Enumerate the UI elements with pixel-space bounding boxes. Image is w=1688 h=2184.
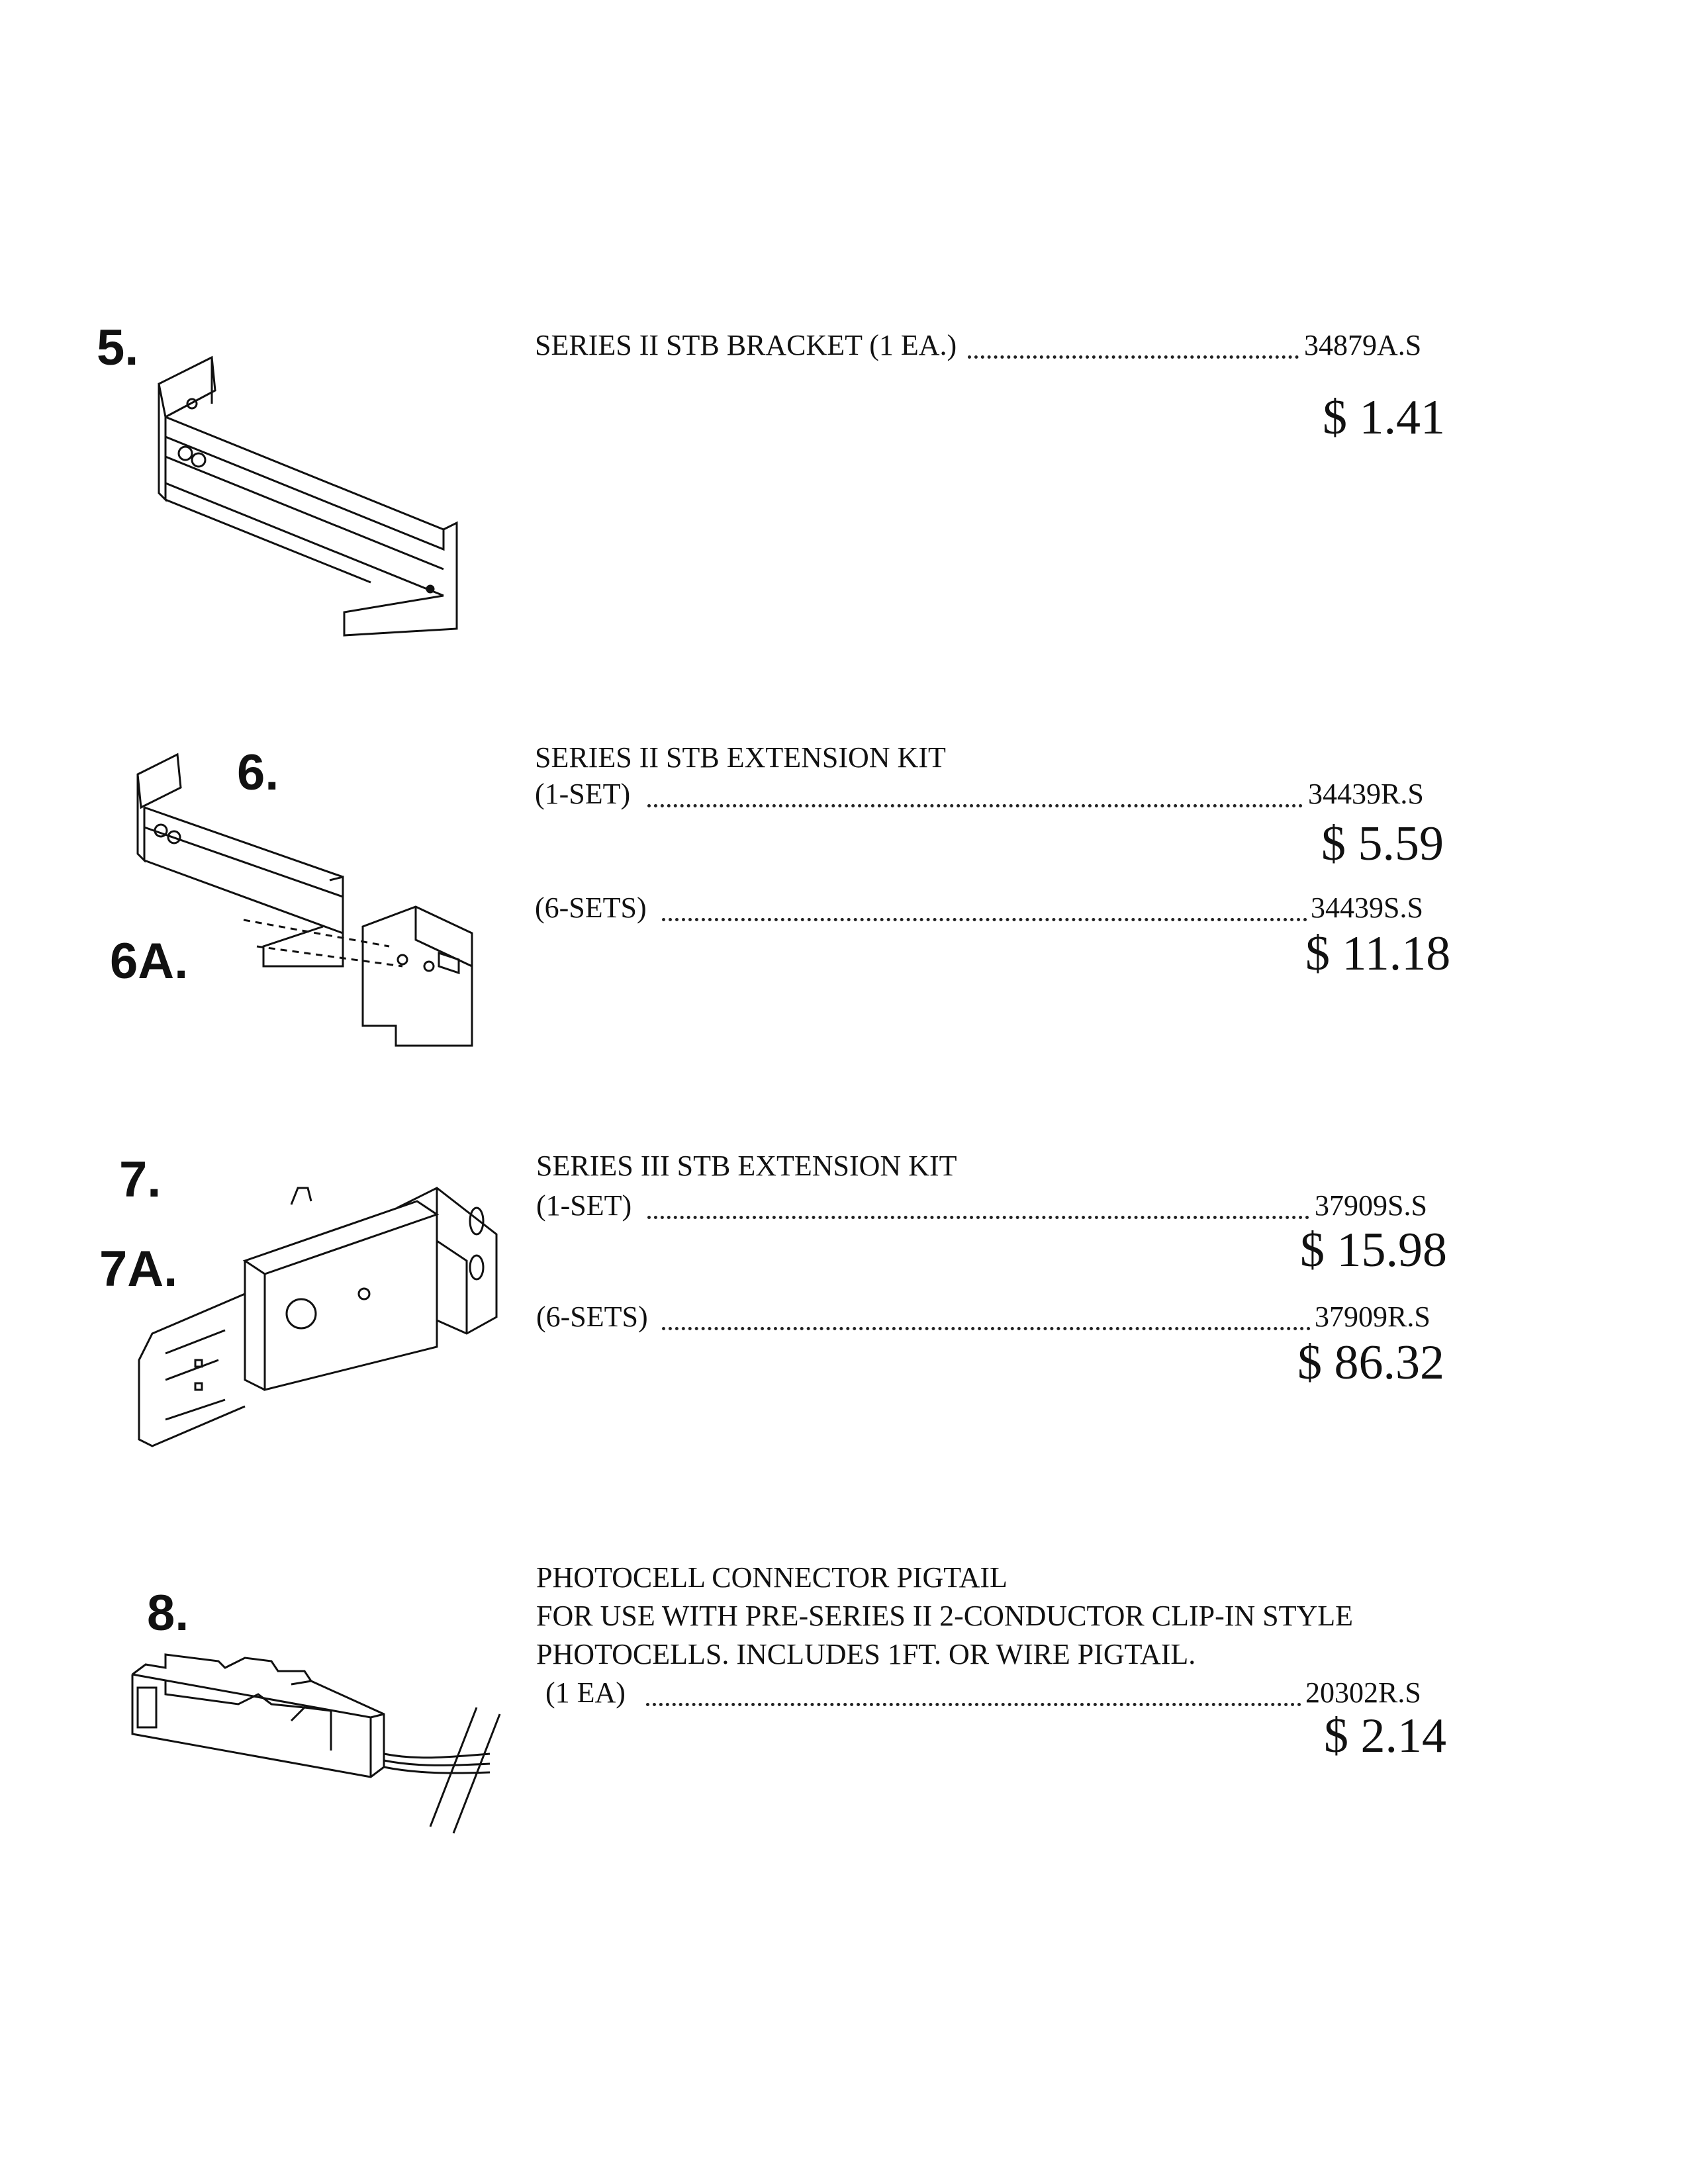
item-6-line-2-price: $ 11.18 <box>1305 927 1451 981</box>
item-8-title-line-3: PHOTOCELLS. INCLUDES 1FT. OR WIRE PIGTAIL. <box>536 1638 1196 1670</box>
item-number-6a: 6A. <box>110 933 189 989</box>
stb-bracket-illustration <box>152 351 463 642</box>
item-7-line-1-dot-leader <box>647 1216 1309 1219</box>
item-5-price: $ 1.41 <box>1323 390 1445 445</box>
item-6-line-1-label: (1-SET) <box>535 778 631 810</box>
item-8-line-1-label: (1 EA) <box>545 1676 626 1709</box>
item-8-title-line-2: FOR USE WITH PRE-SERIES II 2-CONDUCTOR CLIP-IN STYLE <box>536 1600 1354 1632</box>
item-7-line-1-part-number: 37909S.S <box>1315 1189 1427 1222</box>
item-6-line-1-price: $ 5.59 <box>1321 817 1444 871</box>
item-number-5: 5. <box>97 320 139 376</box>
item-number-7: 7. <box>119 1152 162 1208</box>
item-6-line-2-dot-leader <box>662 918 1307 921</box>
item-6-line-1-dot-leader <box>647 804 1303 807</box>
item-7-line-2-dot-leader <box>662 1327 1311 1330</box>
item-6-line-2-part-number: 34439S.S <box>1311 891 1423 924</box>
item-7-line-2-price: $ 86.32 <box>1297 1336 1444 1390</box>
item-8-line-1-dot-leader <box>646 1703 1301 1706</box>
item-8-line-1-price: $ 2.14 <box>1324 1709 1446 1763</box>
item-7-line-2-part-number: 37909R.S <box>1315 1300 1430 1333</box>
item-number-8: 8. <box>147 1585 189 1641</box>
item-7-line-2-label: (6-SETS) <box>536 1300 648 1333</box>
item-number-7a: 7A. <box>99 1241 178 1297</box>
item-6-line-1-part-number: 34439R.S <box>1308 778 1424 810</box>
item-7-line-1-price: $ 15.98 <box>1300 1223 1447 1277</box>
photocell-connector-pigtail-illustration <box>106 1641 516 1840</box>
item-5-label: SERIES II STB BRACKET (1 EA.) <box>535 329 957 361</box>
item-5-part-number: 34879A.S <box>1304 329 1422 361</box>
item-5-dot-leader <box>968 355 1299 359</box>
item-8-line-1-part-number: 20302R.S <box>1305 1676 1421 1709</box>
item-6-line-2-label: (6-SETS) <box>535 891 647 924</box>
item-number-6: 6. <box>237 745 279 801</box>
item-7-line-1-label: (1-SET) <box>536 1189 632 1222</box>
item-8-title-line-1: PHOTOCELL CONNECTOR PIGTAIL <box>536 1561 1008 1594</box>
series-ii-extension-kit-illustration <box>124 745 495 1039</box>
series-iii-extension-kit-illustration <box>126 1161 510 1453</box>
item-7-title: SERIES III STB EXTENSION KIT <box>536 1150 957 1182</box>
item-6-title: SERIES II STB EXTENSION KIT <box>535 741 946 774</box>
